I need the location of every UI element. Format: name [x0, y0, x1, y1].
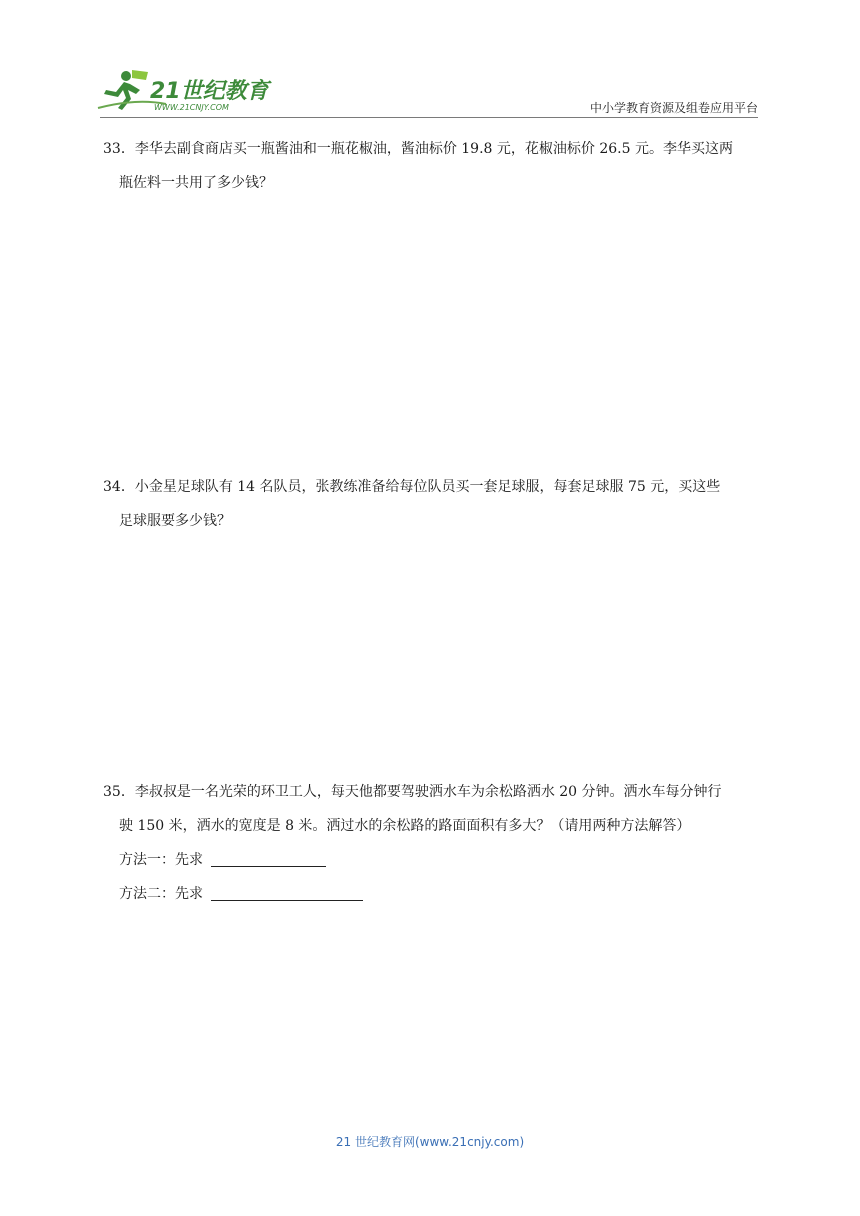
- question-33-line-2: 瓶佐料一共用了多少钱？: [119, 175, 273, 191]
- question-35-line-2: 驶 150 米，洒水的宽度是 8 米。洒过水的余松路的路面面积有多大？（请用两种方法解答）: [119, 818, 691, 834]
- question-34-line-1: [103, 470, 763, 504]
- method-two-answer-blank[interactable]: [211, 884, 363, 901]
- method-one: [103, 843, 763, 877]
- header-divider: [100, 117, 758, 118]
- question-34: [103, 470, 763, 538]
- page-header: [0, 0, 860, 120]
- question-text: 小金星足球队有 14 名队员，张教练准备给每位队员买一套足球服，每套足球服 75 元，买这些: [134, 479, 721, 495]
- logo-wordmark: 21世纪教育: [150, 79, 269, 104]
- question-text: 李叔叔是一名光荣的环卫工人，每天他都要驾驶洒水车为余松路洒水 20 分钟。洒水车每分钟行: [134, 784, 722, 800]
- question-35-line-1: [103, 775, 763, 809]
- question-33-line-1: [103, 132, 763, 166]
- question-33: [103, 132, 763, 200]
- logo-runner-icon: [96, 68, 276, 116]
- header-platform-text: 中小学教育资源及组卷应用平台: [589, 101, 758, 115]
- method-two: [103, 877, 763, 911]
- logo-21cnjy: [96, 68, 276, 116]
- logo-url: WWW.21CNJY.COM: [154, 103, 229, 112]
- question-35: [103, 775, 763, 911]
- question-number: 34．: [103, 479, 135, 495]
- method-one-label: 方法一：先求: [119, 852, 203, 868]
- question-number: 35．: [103, 784, 135, 800]
- method-one-answer-blank[interactable]: [211, 850, 326, 867]
- question-number: 33．: [103, 141, 135, 157]
- question-34-line-2: 足球服要多少钱？: [119, 513, 231, 529]
- method-two-label: 方法二：先求: [119, 886, 203, 902]
- question-text: 李华去副食商店买一瓶酱油和一瓶花椒油，酱油标价 19.8 元，花椒油标价 26.5 元。李华买这两: [134, 141, 733, 157]
- page-footer: 21 世纪教育网(www.21cnjy.com): [335, 1135, 525, 1149]
